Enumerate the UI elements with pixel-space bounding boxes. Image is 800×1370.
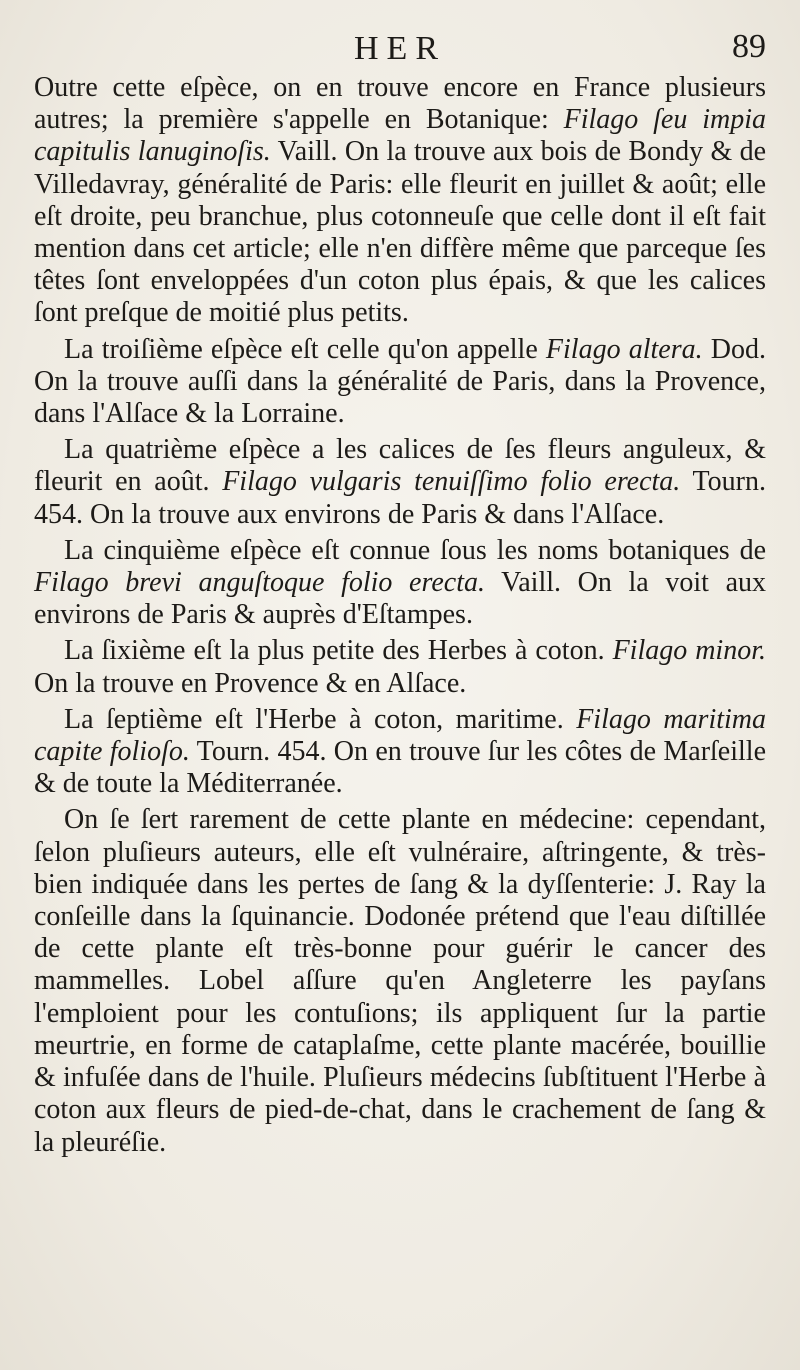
paragraph: [34, 635, 766, 699]
paragraph: [34, 434, 766, 531]
text-run: La ſeptième eſt l'Herbe à coton, maritime.: [64, 703, 577, 735]
paragraph: [34, 72, 766, 330]
paragraph: [34, 804, 766, 1158]
italic-botanical-name: Filago minor.: [612, 635, 766, 667]
italic-botanical-name: Filago vulgaris tenuiſſimo folio erecta.: [222, 466, 681, 498]
italic-botanical-name: Filago altera.: [545, 333, 703, 365]
text-run: Tourn. 454. On en trouve ſur les côtes de Marſeille & de toute la Méditerranée.: [34, 736, 767, 800]
text-run: Tourn. 454. On la trouve aux environs de Paris & dans l'Alſace.: [34, 466, 766, 530]
text-run: La cinquième eſpèce eſt connue ſous les noms botaniques de: [64, 534, 766, 566]
text-run: On la trouve en Provence & en Alſace.: [34, 667, 467, 699]
text-run: Dod. On la trouve auſſi dans la généralité de Paris, dans la Provence, dans l'Alſace & la Lorraine.: [34, 333, 766, 430]
italic-botanical-name: Filago ſeu impia capitulis lanuginoſis.: [34, 104, 766, 168]
paragraph: [34, 334, 766, 431]
italic-botanical-name: Filago brevi anguſtoque folio erecta.: [34, 567, 485, 599]
body-text: [34, 72, 766, 1159]
text-run: Outre cette eſpèce, on en trouve encore en France plusieurs autres; la première s'appelle en Botanique:: [34, 72, 766, 136]
text-run: Vaill. On la trouve aux bois de Bondy & de Villedavray, généralité de Paris: elle fleurit en juillet & août; elle eſt droite, peu branchue, plus cotonneuſe que celle dont il eſt fait mention dans cet article; elle n'en diffère même que parceque ſes têtes ſont enveloppées d'un coton plus épais, & que les calices ſont preſque de moitié plus petits.: [34, 136, 766, 329]
paragraph: [34, 535, 766, 632]
running-title: HER: [354, 30, 446, 67]
text-run: La troiſième eſpèce eſt celle qu'on appelle: [64, 333, 546, 365]
page-number: 89: [732, 28, 766, 65]
italic-botanical-name: Filago maritima capite folioſo.: [34, 703, 766, 768]
page-header: [34, 22, 766, 72]
text-run: La quatrième eſpèce a les calices de ſes fleurs anguleux, & fleurit en août.: [34, 434, 766, 498]
text-run: La ſixième eſt la plus petite des Herbes à coton.: [64, 635, 613, 667]
text-run: On ſe ſert rarement de cette plante en médecine: cependant, ſelon pluſieurs auteurs, elle eſt vulnéraire, aſtringente, & très-bien indiquée dans les pertes de ſang & la dyſſenterie: J. Ray la conſeille dans la ſquinancie. Dodonée prétend que l'eau diſtillée de cette plante eſt très-bonne pour guérir le cancer des mammelles. Lobel aſſure qu'en Angleterre les payſans l'emploient pour les contuſions; ils appliquent ſur la partie meurtrie, en forme de cataplaſme, cette plante macérée, bouillie & infuſée dans de l'huile. Pluſieurs médecins ſubſtituent l'Herbe à coton aux fleurs de pied-de-chat, dans le crachement de ſang & la pleuréſie.: [34, 804, 766, 1158]
text-run: Vaill. On la voit aux environs de Paris & auprès d'Eſtampes.: [34, 567, 766, 631]
paragraph: [34, 704, 766, 801]
